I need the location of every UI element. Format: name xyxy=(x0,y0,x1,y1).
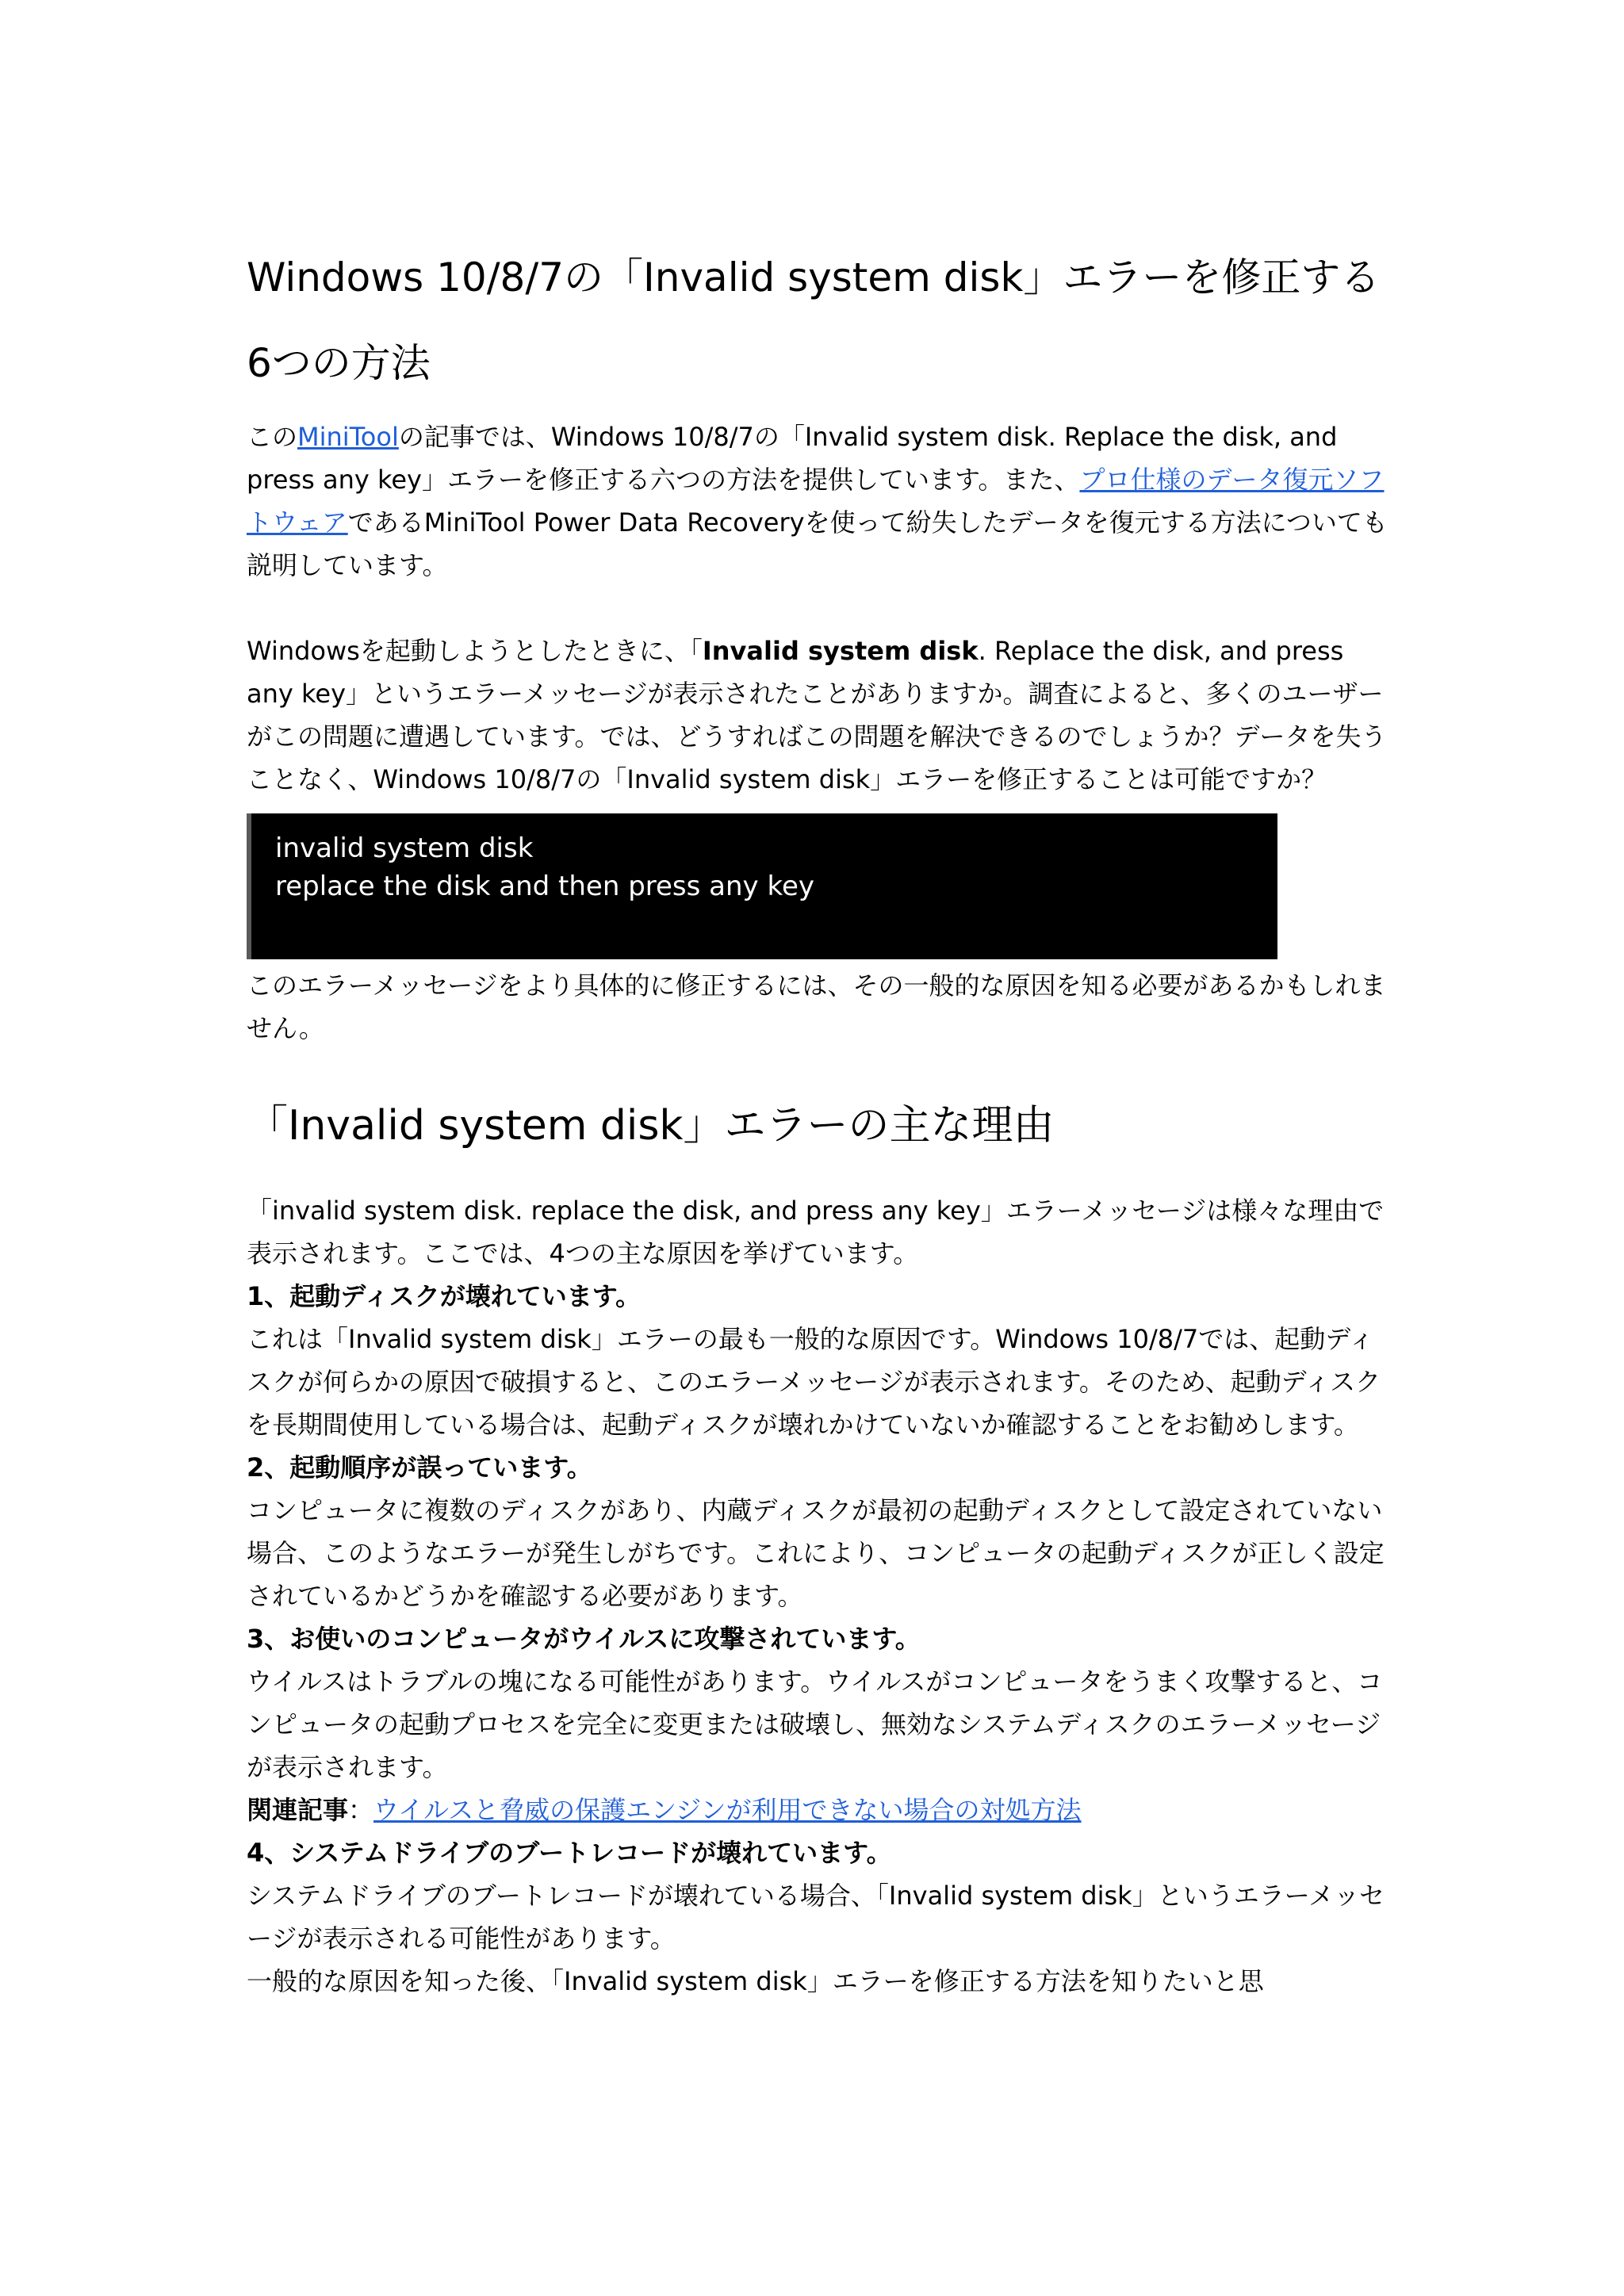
section-title: 「Invalid system disk」エラーの主な理由 xyxy=(247,1102,1055,1150)
reason-2-heading: 2、起動順序が誤っています。 xyxy=(247,1452,592,1483)
error-screenshot xyxy=(247,813,1277,959)
problem-pre: Windowsを起動しようとしたときに、「 xyxy=(247,636,703,666)
problem-post: . Replace the disk, and press any key」というエラーメッセージが表示されたことがありますか。調査によると、多くのユーザーがこの問題に遭遇しています。では、どうすればこの問題を解決できるのでしょうか？データを失うことなく、Windows 10/8/7の「Invalid system disk」エラーを修正することは可能ですか？ xyxy=(247,636,1387,794)
reason-3-heading: 3、お使いのコンピュータがウイルスに攻撃されています。 xyxy=(247,1624,921,1654)
reason-1-body: これは「Invalid system disk」エラーの最も一般的な原因です。Windows 10/8/7では、起動ディスクが何らかの原因で破損すると、このエラーメッセージが表示されます。そのため、起動ディスクを長期間使用している場合は、起動ディスクが壊れかけていないか確認することをお勧めします。 xyxy=(247,1324,1381,1440)
section-intro: 「invalid system disk. replace the disk, and press any key」エラーメッセージは様々な理由で表示されます。ここでは、4つの主な原因を挙げています。 xyxy=(247,1196,1385,1269)
intro-pre: この xyxy=(247,422,298,452)
reason-1-heading: 1、起動ディスクが壊れています。 xyxy=(247,1281,642,1311)
data-recovery-link[interactable]: プロ仕様のデータ復元ソフトウェア xyxy=(247,465,1385,538)
intro-mid: の記事では、Windows 10/8/7の「Invalid system disk. Replace the disk, and press any key」エラーを修正する六つの方法を提供しています。また、 xyxy=(247,422,1338,495)
article-title: Windows 10/8/7の「Invalid system disk」エラーを修正する6つの方法 xyxy=(247,254,1381,386)
console-line-1: invalid system disk xyxy=(275,832,534,864)
closing-paragraph: 一般的な原因を知った後、「Invalid system disk」エラーを修正する方法を知りたいと思 xyxy=(247,1966,1264,1996)
reason-3-body: ウイルスはトラブルの塊になる可能性があります。ウイルスがコンピュータをうまく攻撃すると、コンピュータの起動プロセスを完全に変更または破壊し、無効なシステムディスクのエラーメッセージが表示されます。 xyxy=(247,1667,1383,1782)
related-article-link[interactable]: ウイルスと脅威の保護エンジンが利用できない場合の対処方法 xyxy=(373,1795,1082,1825)
minitool-link[interactable]: MiniTool xyxy=(297,422,399,452)
related-label: 関連記事 xyxy=(247,1795,349,1825)
console-line-2: replace the disk and then press any key xyxy=(275,871,814,902)
console-edge xyxy=(247,813,251,959)
related-separator: ： xyxy=(348,1795,374,1825)
article-body xyxy=(247,235,1388,2003)
reason-4-body: システムドライブのブートレコードが壊れている場合、「Invalid system disk」というエラーメッセージが表示される可能性があります。 xyxy=(247,1881,1385,1954)
intro-post: であるMiniTool Power Data Recoveryを使って紛失したデータを復元する方法についても説明しています。 xyxy=(247,507,1388,580)
problem-paragraph xyxy=(247,629,1388,801)
related-article xyxy=(247,1789,1388,1831)
problem-bold: Invalid system disk xyxy=(702,636,979,666)
intro-paragraph xyxy=(247,415,1388,587)
reason-4-heading: 4、システムドライブのブートレコードが壊れています。 xyxy=(247,1838,892,1868)
cause-intro-paragraph: このエラーメッセージをより具体的に修正するには、その一般的な原因を知る必要があるかもしれません。 xyxy=(247,970,1386,1043)
reason-2-body: コンピュータに複数のディスクがあり、内蔵ディスクが最初の起動ディスクとして設定されていない場合、このようなエラーが発生しがちです。これにより、コンピュータの起動ディスクが正しく設定されているかどうかを確認する必要があります。 xyxy=(247,1495,1385,1611)
